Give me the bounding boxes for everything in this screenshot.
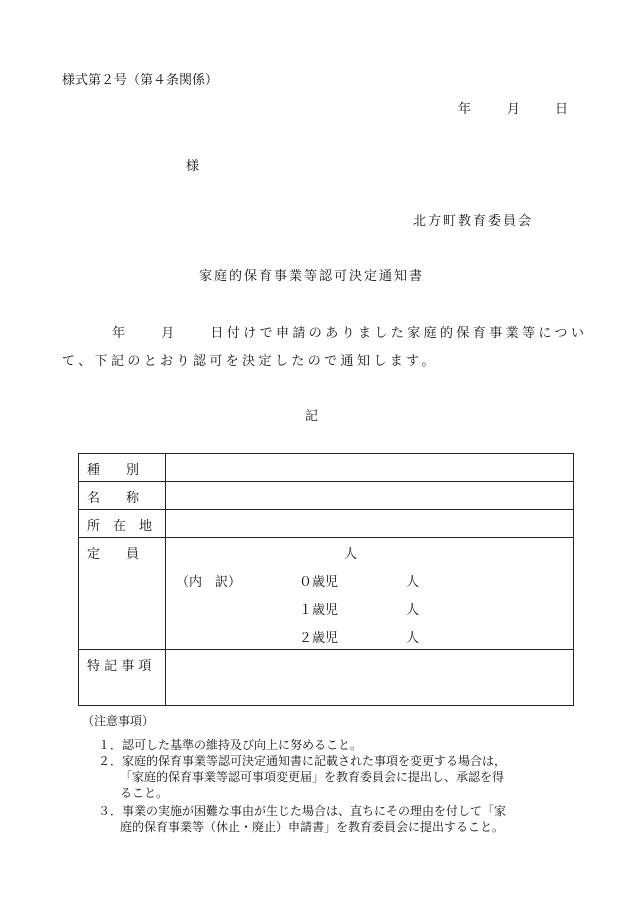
type-value-cell [166,454,574,482]
recipient-suffix: 様 [186,159,200,174]
caution-item-2-cont: 「家庭的保育事業等認可事項変更届」を教育委員会に提出し、承認を得 [120,770,505,784]
notes-value-cell [166,650,574,706]
row-label-type: 種 別 [79,454,166,482]
date-day-label: 日 [555,102,569,117]
row-label-name: 名 称 [79,482,166,510]
breakdown-label: （内 訳） [176,575,242,590]
table-row [79,510,574,538]
age-1-label: １歳児 [299,603,339,618]
caution-item-3-cont: 庭的保育事業等（休止・廃止）申請書」を教育委員会に提出すること。 [120,820,505,834]
body-text-line-2: て、下記のとおり認可を決定したので通知します。 [62,354,438,369]
body-text-line-1: 年 月 日付けで申請のありました家庭的保育事業等につい [112,326,588,341]
date-year-label: 年 [458,102,472,117]
table-row [79,454,574,482]
age-0-unit: 人 [406,575,420,590]
row-label-notes: 特 記 事 項 [79,650,166,706]
row-label-capacity: 定 員 [79,538,166,650]
row-label-location: 所 在 地 [79,510,166,538]
ki-heading: 記 [305,409,319,424]
name-value-cell [166,482,574,510]
location-value-cell [166,510,574,538]
caution-item-2: ２．家庭的保育事業等認可決定通知書に記載された事項を変更する場合は， [98,754,507,768]
age-2-unit: 人 [406,631,420,646]
caution-item-3: ３．事業の実施が困難な事由が生じた場合は、直ちにその理由を付して「家 [98,804,507,818]
capacity-unit: 人 [344,547,358,562]
age-0-label: ０歳児 [299,575,339,590]
caution-header: （注意事項） [82,714,155,728]
table-row [79,538,574,650]
document-title: 家庭的保育事業等認可決定通知書 [199,269,425,284]
table-row [79,482,574,510]
caution-item-1: １．認可した基準の維持及び向上に努めること。 [98,738,363,752]
date-month-label: 月 [507,102,521,117]
table-row [79,650,574,706]
form-number: 様式第２号（第４条関係） [62,73,219,88]
details-table [78,453,574,706]
caution-item-2-cont2: ること。 [120,786,169,800]
capacity-value-cell [166,538,574,650]
age-1-unit: 人 [406,603,420,618]
issuer-name: 北方町教育委員会 [413,214,534,229]
age-2-label: ２歳児 [299,631,339,646]
